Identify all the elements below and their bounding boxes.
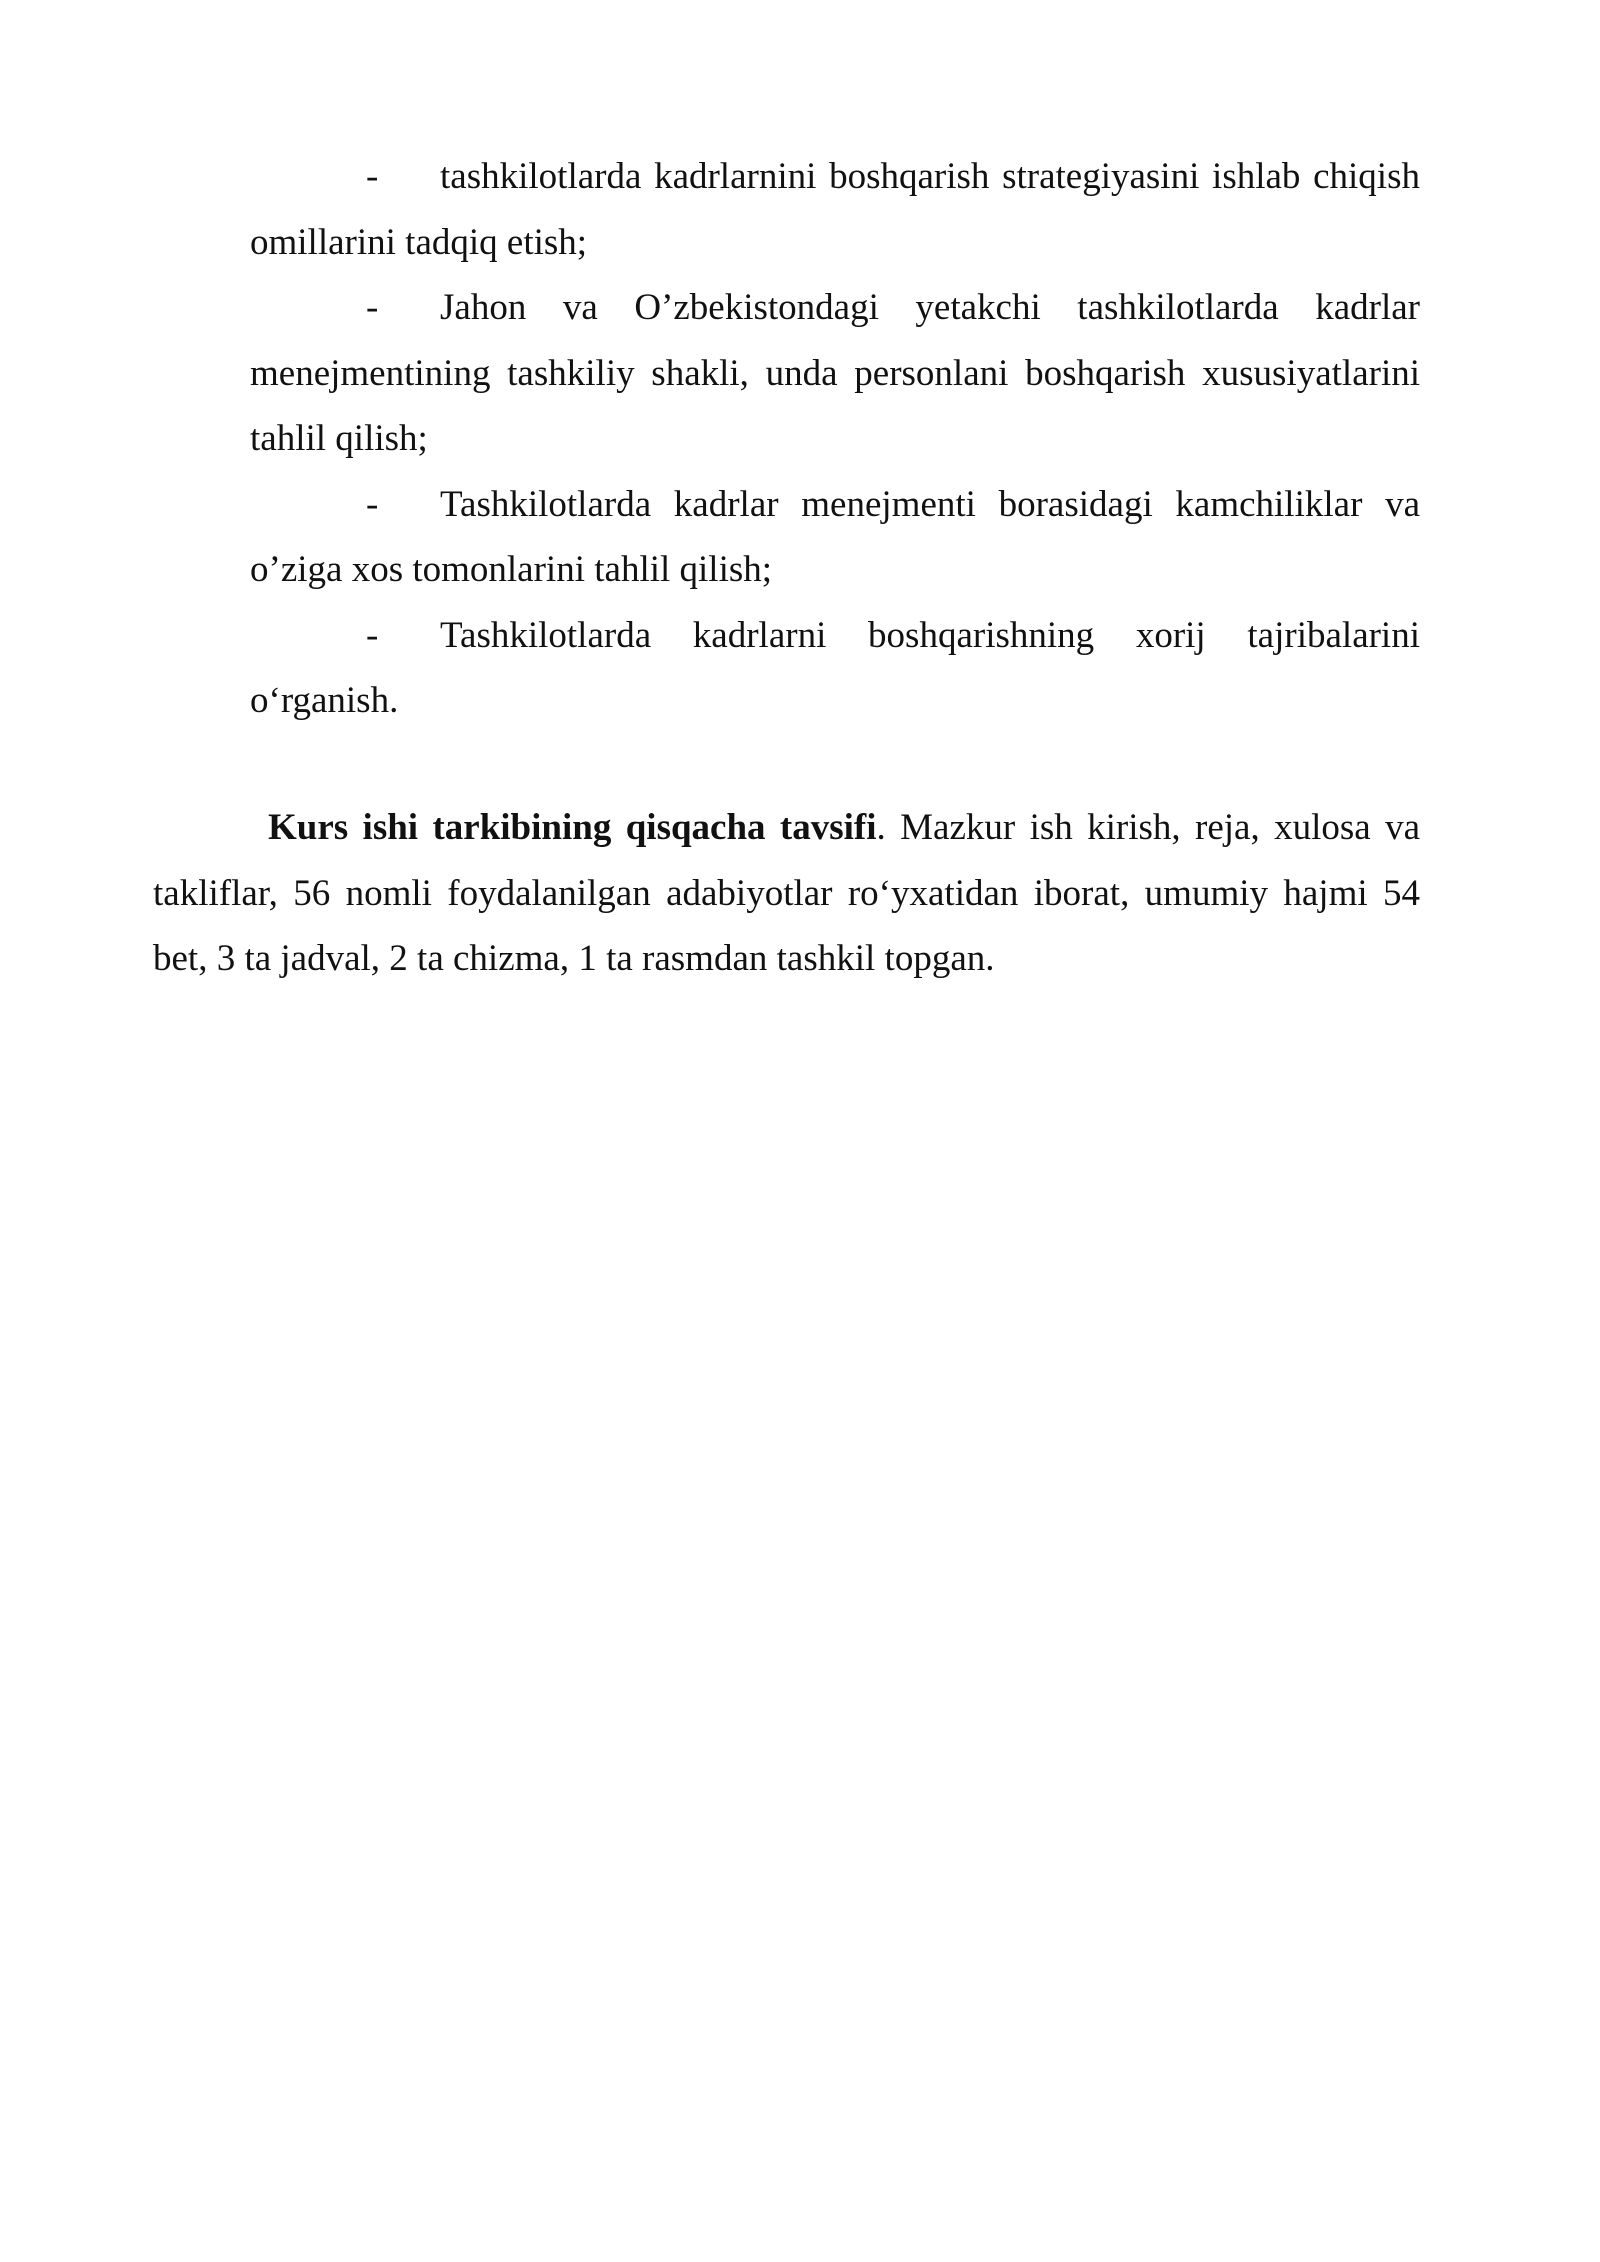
list-item-text: Tashkilotlarda kadrlarni boshqarishning xorij tajribalarini o‘rganish. [250, 614, 1420, 721]
list-item [250, 603, 1420, 734]
list-item-text: tashkilotlarda kadrlarnini boshqarish strategiyasini ishlab chiqish omillarini tadqiq etish; [250, 156, 1420, 263]
list-item-text: Jahon va O’zbekistondagi yetakchi tashkilotlarda kadrlar menejmentining tashkiliy shakli, unda personlani boshqarish xususiyatlarini tahlil qilish; [250, 287, 1420, 459]
list-bullet-dash: - [366, 614, 379, 656]
list-item-text: Tashkilotlarda kadrlar menejmenti borasidagi kamchiliklar va o’ziga xos tomonlarini tahlil qilish; [250, 483, 1420, 590]
structure-summary-paragraph [153, 795, 1420, 992]
list-bullet-dash: - [366, 156, 379, 197]
summary-heading: Kurs ishi tarkibining qisqacha tavsifi [268, 807, 877, 848]
summary-body: Mazkur ish kirish, reja, xulosa va takliflar, 56 nomli foydalanilgan adabiyotlar ro‘yxatidan iborat, umumiy hajmi 54 bet, 3 ta jadval, 2 ta chizma, 1 ta rasmdan tashkil topgan. [153, 807, 1420, 979]
list-item [250, 472, 1420, 603]
list-item [250, 275, 1420, 472]
summary-heading-period: . [876, 807, 886, 848]
objectives-list [250, 144, 1420, 734]
list-bullet-dash: - [366, 287, 379, 328]
list-bullet-dash: - [366, 483, 379, 525]
list-item [250, 144, 1420, 275]
